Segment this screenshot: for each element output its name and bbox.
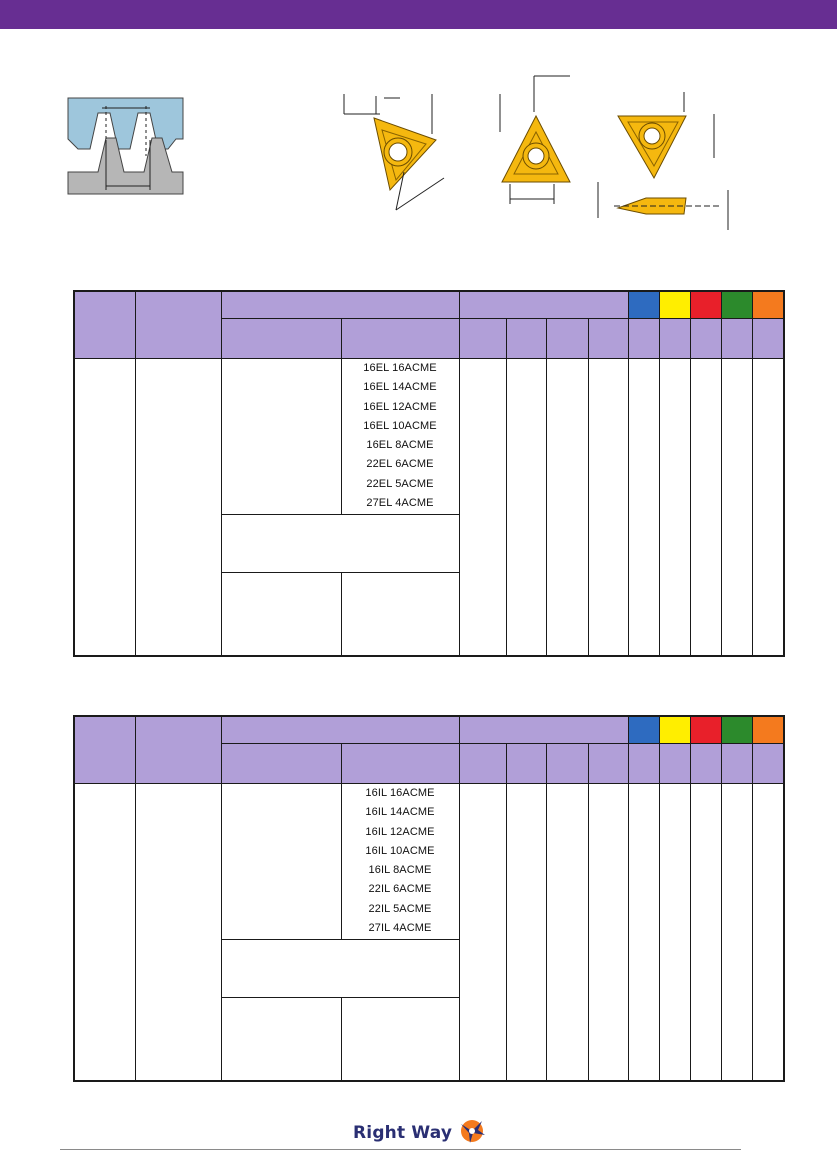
insert-code: 16EL 16ACME [363, 362, 437, 374]
grade-swatch-blue [628, 291, 659, 319]
table-cell [628, 784, 659, 1082]
table-cell [588, 359, 628, 657]
internal-insert-table [73, 715, 785, 1082]
table-cell [221, 940, 459, 998]
header-cell [690, 319, 721, 359]
code-cell [341, 784, 459, 940]
insert-code: 16EL 10ACME [363, 419, 437, 432]
grade-swatch-green [721, 291, 752, 319]
insert-side-view-diagram [594, 90, 734, 232]
thread-profile-diagram [66, 96, 186, 196]
grade-swatch-yellow [659, 716, 690, 744]
header-cell [659, 744, 690, 784]
top-band [0, 0, 837, 29]
table-cell [506, 359, 546, 657]
table-cell [506, 784, 546, 1082]
header-cell [721, 744, 752, 784]
header-cell [659, 319, 690, 359]
table-cell [221, 515, 459, 573]
header-cell [721, 319, 752, 359]
header-cell [459, 291, 628, 319]
table-cell [74, 784, 135, 1082]
header-cell [459, 319, 506, 359]
header-cell [752, 319, 784, 359]
brand-name: Right Way [353, 1123, 453, 1143]
header-cell [459, 716, 628, 744]
header-cell [628, 319, 659, 359]
external-insert-table [73, 290, 785, 657]
table-cell [74, 359, 135, 657]
grade-swatch-red [690, 291, 721, 319]
grade-swatch-orange [752, 291, 784, 319]
table-cell [459, 784, 506, 1082]
table-cell [221, 359, 341, 515]
header-cell [221, 716, 459, 744]
right-way-emblem-icon [458, 1118, 486, 1149]
grade-swatch-green [721, 716, 752, 744]
header-cell [135, 291, 221, 359]
insert-code: 22IL 6ACME [368, 883, 432, 896]
table-cell [341, 573, 459, 657]
table-cell [546, 784, 588, 1082]
table-cell [721, 784, 752, 1082]
table-cell [659, 784, 690, 1082]
insert-code: 16IL 12ACME [365, 825, 435, 838]
header-cell [221, 319, 341, 359]
header-cell [588, 744, 628, 784]
insert-code: 16IL 8ACME [368, 864, 432, 877]
insert-code: 16EL 8ACME [366, 439, 434, 452]
header-cell [546, 319, 588, 359]
header-cell [588, 319, 628, 359]
grade-swatch-yellow [659, 291, 690, 319]
grade-swatch-orange [752, 716, 784, 744]
insert-code: 16EL 12ACME [363, 400, 437, 413]
header-cell [341, 744, 459, 784]
table-cell [628, 359, 659, 657]
table-cell [459, 359, 506, 657]
insert-code-list [342, 359, 459, 513]
header-cell [341, 319, 459, 359]
table-cell [588, 784, 628, 1082]
grade-swatch-blue [628, 716, 659, 744]
insert-code: 27IL 4ACME [368, 922, 432, 935]
insert-code: 22IL 5ACME [368, 902, 432, 915]
table-cell [221, 573, 341, 657]
table-cell [135, 784, 221, 1082]
table-cell [135, 359, 221, 657]
grade-swatch-red [690, 716, 721, 744]
header-cell [506, 744, 546, 784]
table-cell [752, 359, 784, 657]
header-cell [74, 291, 135, 359]
insert-code: 16EL 14ACME [363, 381, 437, 394]
header-cell [74, 716, 135, 784]
header-cell [221, 744, 341, 784]
table-cell [341, 998, 459, 1082]
table-cell [221, 998, 341, 1082]
header-cell [752, 744, 784, 784]
insert-code: 16IL 14ACME [365, 806, 435, 819]
code-cell [341, 359, 459, 515]
header-cell [690, 744, 721, 784]
table-cell [690, 784, 721, 1082]
insert-code: 16IL 10ACME [365, 844, 435, 857]
header-cell [459, 744, 506, 784]
external-insert-diagram [340, 90, 450, 220]
header-cell [628, 744, 659, 784]
header-cell [506, 319, 546, 359]
header-cell [546, 744, 588, 784]
table-cell [221, 784, 341, 940]
table-cell [690, 359, 721, 657]
insert-code: 16IL 16ACME [365, 787, 435, 799]
header-cell [221, 291, 459, 319]
insert-code: 27EL 4ACME [366, 497, 434, 510]
internal-insert-diagram [492, 74, 582, 214]
table-cell [546, 359, 588, 657]
insert-code: 22EL 5ACME [366, 477, 434, 490]
table-cell [752, 784, 784, 1082]
insert-code: 22EL 6ACME [366, 458, 434, 471]
footer-logo [353, 1118, 486, 1148]
table-cell [721, 359, 752, 657]
insert-code-list [342, 784, 459, 938]
header-cell [135, 716, 221, 784]
table-cell [659, 359, 690, 657]
